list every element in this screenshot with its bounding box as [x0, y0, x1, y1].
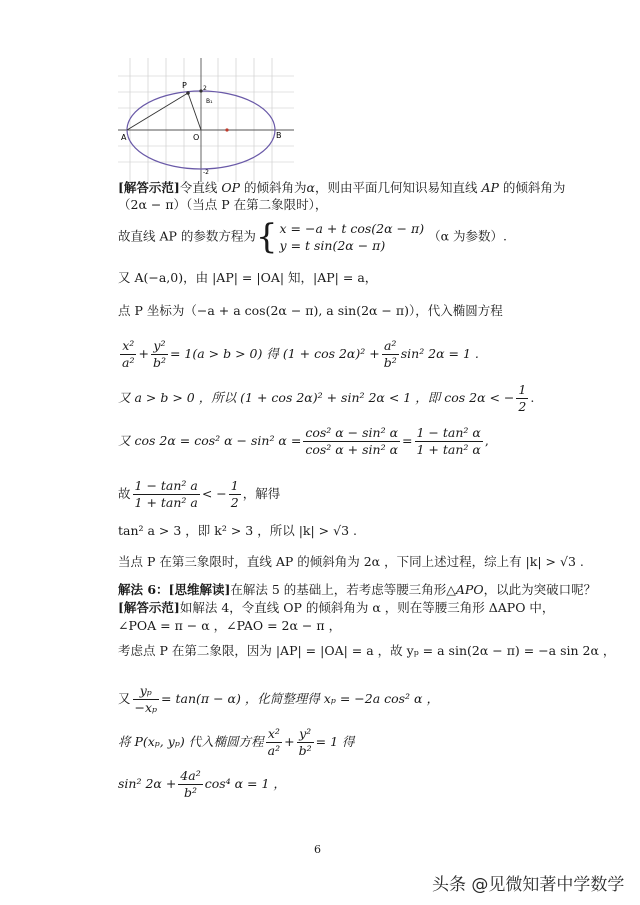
fraction: [303, 425, 400, 458]
math: AP: [481, 180, 499, 195]
denominator: a²: [267, 743, 281, 758]
math: cos⁴ α = 1 ，: [204, 776, 286, 791]
line-16: [118, 683, 439, 716]
line-14: ∠POA = π − α ，∠PAO = 2α − π ，: [118, 618, 342, 633]
label-b1: B₁: [206, 98, 213, 105]
text: 的倾斜角为: [502, 180, 566, 195]
math: 又 a > b > 0 ，所以 (1 + cos 2α)² + sin² 2α < 1 ，即 cos 2α < −: [118, 390, 515, 405]
line-2: （2α − π）（当点 P 在第二象限时），: [118, 197, 328, 212]
line-18: [118, 768, 286, 801]
line-15: 考虑点 P 在第二象限，因为 |AP| = |OA| = a ，故 yₚ = a sin(2α − π) = −a sin 2α ，: [118, 643, 616, 658]
math: α: [306, 180, 315, 195]
denominator: b²: [152, 355, 166, 370]
label-y-bottom: -2: [203, 169, 209, 176]
denominator: b²: [184, 785, 198, 800]
line-7: [118, 382, 534, 415]
text: 如解法 4，令直线 OP 的倾斜角为 α ，则在等腰三角形 ΔAPO 中，: [179, 600, 555, 615]
solution-heading: [解答示范]: [118, 180, 180, 195]
fraction: [382, 338, 399, 371]
line-3: [118, 217, 507, 257]
numerator: 1: [230, 478, 239, 493]
numerator: x²: [120, 338, 136, 355]
text: 令直线: [179, 180, 218, 195]
text: 故直线 AP 的参数方程为: [118, 228, 256, 244]
numerator: yₚ: [133, 683, 160, 700]
numerator: 4a²: [180, 768, 201, 783]
fraction: [133, 683, 160, 716]
equation-system: [280, 220, 425, 254]
text: 故: [118, 486, 131, 501]
numerator: y²: [151, 338, 168, 355]
fraction: [516, 382, 528, 415]
line-9: [118, 478, 280, 511]
label-p: P: [182, 81, 187, 90]
label-b: B: [276, 131, 282, 140]
brace: {: [255, 217, 278, 257]
segment-po: [188, 93, 201, 130]
text: 在解法 5 的基础上，若考虑等腰三角形: [230, 582, 447, 597]
denominator: b²: [298, 743, 312, 758]
text: ,: [484, 433, 489, 448]
numerator: y²: [297, 726, 314, 743]
method-heading: 解法 6：[思维解读]: [118, 582, 231, 597]
line-8: [118, 425, 489, 458]
fraction: [151, 338, 168, 371]
line-10: tan² a > 3 ，即 k² > 3 ，所以 |k| > √3 .: [118, 523, 357, 538]
line-17: [118, 726, 355, 759]
numerator: cos² α − sin² α: [305, 425, 399, 440]
text: +: [284, 734, 295, 749]
math: = 1(a > b > 0) 得 (1 + cos 2α)² +: [169, 346, 380, 361]
math: < −: [201, 486, 227, 501]
denominator: cos² α + sin² α: [305, 442, 399, 457]
fraction: [120, 338, 136, 371]
denominator: 2: [518, 399, 527, 414]
line-1: [118, 180, 565, 196]
line-6: [118, 338, 479, 371]
solution-heading: [解答示范]: [118, 600, 180, 615]
fraction: [297, 726, 314, 759]
math: OP: [221, 180, 241, 195]
denominator: −xₚ: [134, 700, 158, 715]
denominator: 1 + tan² a: [134, 495, 198, 510]
text: +: [138, 346, 149, 361]
line-11: 当点 P 在第三象限时，直线 AP 的倾斜角为 2α ，下同上述过程，综上有 |k| > √3 .: [118, 554, 584, 569]
text: ，以此为突破口呢？: [483, 582, 597, 597]
fraction: [133, 478, 200, 511]
fraction: [415, 425, 483, 458]
math: sin² 2α +: [118, 776, 177, 791]
math: △APO: [446, 582, 484, 597]
line-4: 又 A(−a,0)，由 |AP| = |OA| 知，|AP| = a，: [118, 270, 378, 285]
equation-y: y = t sin(2α − π): [279, 238, 386, 253]
line-5: 点 P 坐标为（−a + a cos(2α − π), a sin(2α − π)），代入椭圆方程: [118, 303, 503, 318]
math: = 1 得: [315, 734, 355, 749]
watermark: 头条 @见微知著中学数学: [432, 875, 625, 895]
text: =: [402, 433, 413, 448]
fraction: [229, 478, 241, 511]
text: ，解得: [242, 486, 281, 501]
point-p: [186, 91, 190, 95]
text: （α 为参数）.: [428, 228, 507, 244]
text: .: [530, 390, 535, 405]
math: 将 P(xₚ, yₚ) 代入椭圆方程: [118, 734, 264, 749]
numerator: 1: [518, 382, 527, 397]
label-a: A: [121, 133, 127, 142]
grid: [118, 58, 294, 182]
numerator: 1 − tan² a: [134, 478, 198, 493]
math: = tan(π − α) ，化简整理得 xₚ = −2a cos² α ，: [161, 691, 439, 706]
text: 又: [118, 691, 131, 706]
denominator: b²: [383, 355, 397, 370]
text: ，则由平面几何知识易知直线: [314, 180, 478, 195]
label-o: O: [193, 133, 200, 142]
line-12: [118, 582, 596, 598]
equation-x: x = −a + t cos(2α − π): [279, 221, 425, 236]
denominator: 1 + tan² α: [416, 442, 481, 457]
numerator: 1 − tan² α: [416, 425, 481, 440]
denominator: a²: [122, 355, 135, 370]
fraction: [266, 726, 282, 759]
math: 又 cos 2α = cos² α − sin² α =: [118, 433, 302, 448]
label-y-top: 2: [203, 85, 207, 92]
point-marker: [225, 128, 228, 131]
numerator: x²: [266, 726, 282, 743]
numerator: a²: [382, 338, 399, 355]
math: sin² 2α = 1 .: [400, 346, 479, 361]
fraction: [178, 768, 202, 801]
denominator: 2: [230, 495, 239, 510]
page-number: 6: [314, 843, 321, 856]
ellipse-figure: [118, 58, 294, 182]
line-13: [118, 600, 554, 616]
text: 的倾斜角为: [244, 180, 307, 195]
